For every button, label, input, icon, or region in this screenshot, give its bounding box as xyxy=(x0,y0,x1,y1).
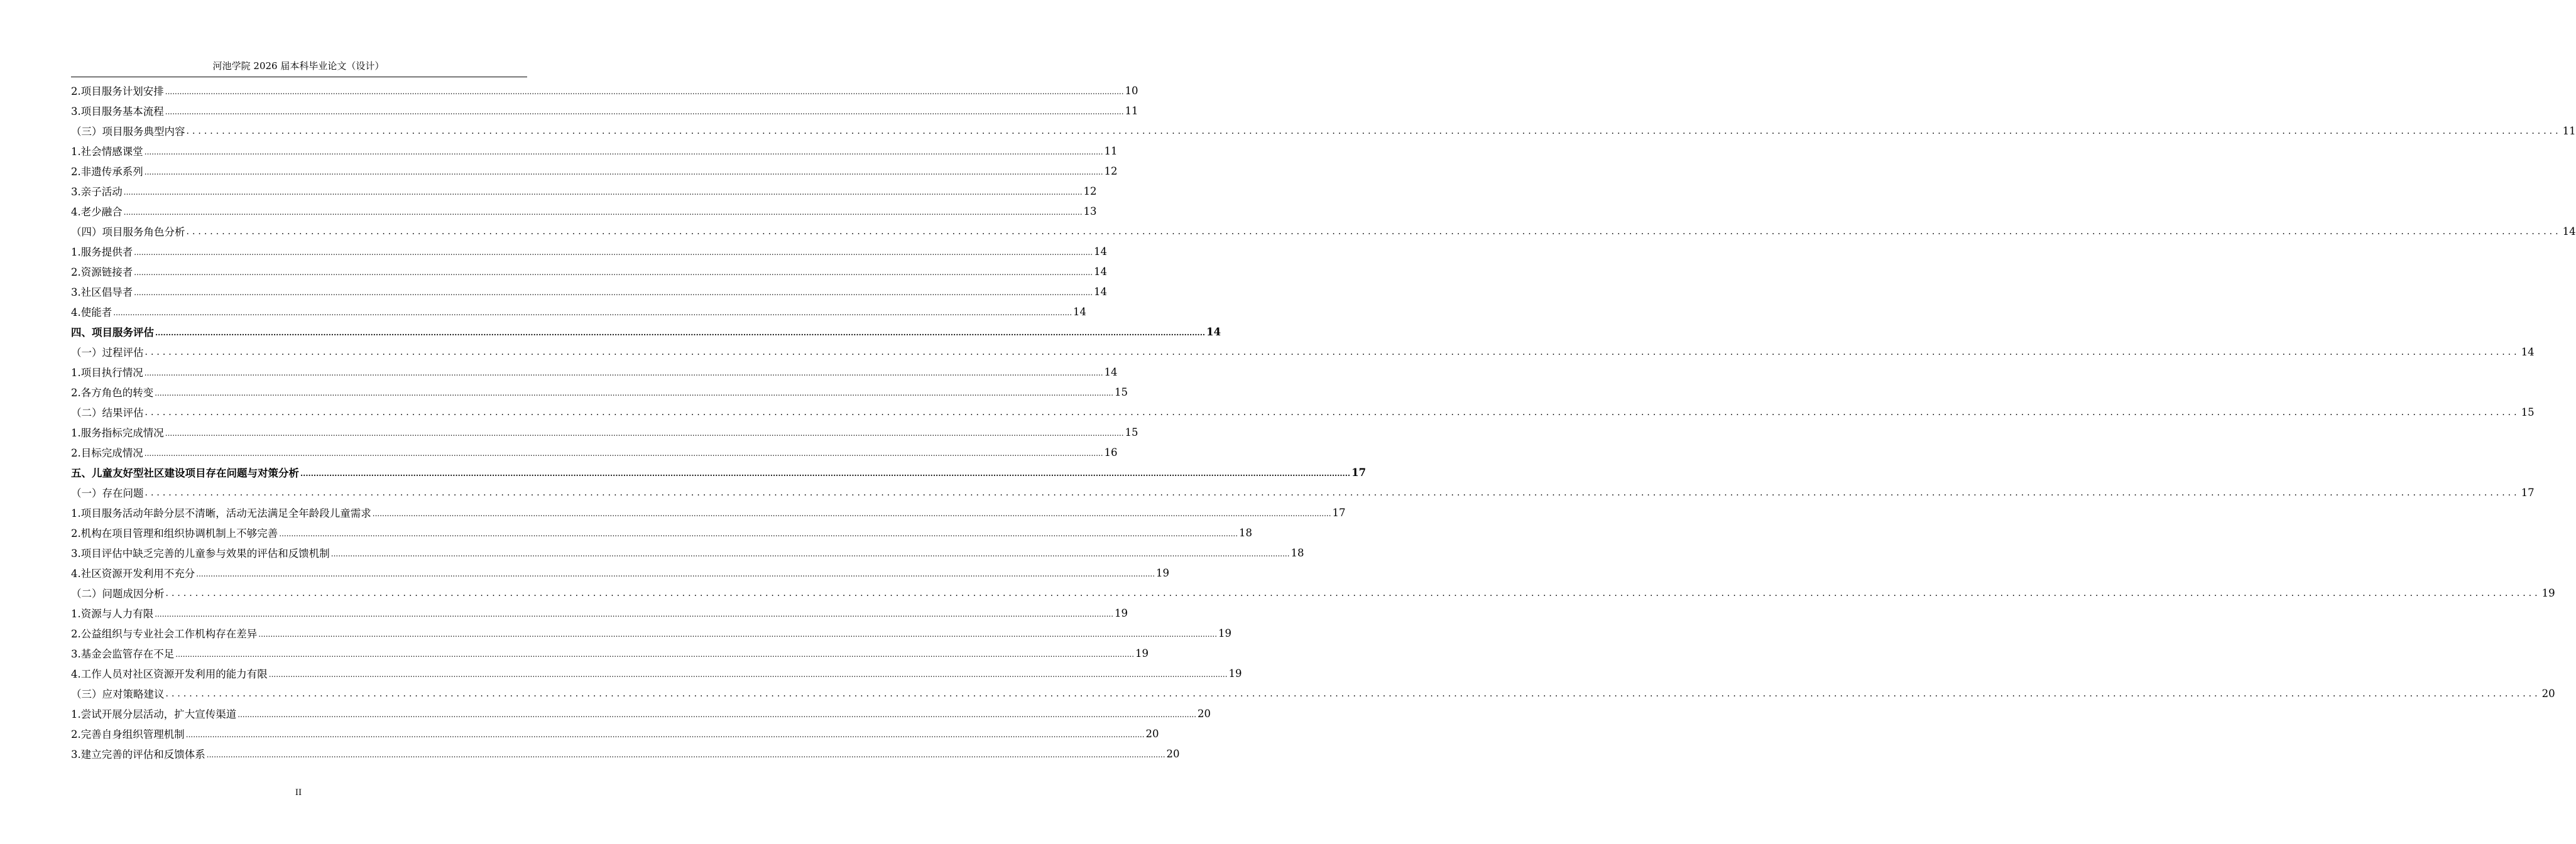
toc-entry-title: 1.项目服务活动年龄分层不清晰，活动无法满足全年龄段儿童需求 xyxy=(71,507,371,519)
toc-entry-title: 4.工作人员对社区资源开发利用的能力有限 xyxy=(71,668,268,680)
toc-item-entry[interactable] xyxy=(71,181,1097,201)
toc-entry-title: 4.社区资源开发利用不充分 xyxy=(71,568,195,580)
toc-page-number: 17 xyxy=(2521,486,2535,499)
toc-dot-leader: ................................................................................................................................................................................................................................................................................................................................................................................................................ xyxy=(113,308,1072,317)
toc-dot-leader: ................................................................................................................................................................................................................................................................................................................................................................................................................ xyxy=(300,469,1351,478)
toc-item-entry[interactable] xyxy=(71,161,1118,181)
toc-dot-leader: ................................................................................................................................................................................................................................................................................................................................................................................................................ xyxy=(330,549,1290,558)
toc-page-number: 16 xyxy=(1104,446,1118,458)
toc-page-number: 20 xyxy=(2541,687,2555,700)
toc-dot-leader: ................................................................................................................................................................................................................................................................................................................................................................................................................ xyxy=(165,429,1124,438)
toc-dot-leader: ................................................................................................................................................................................................................................................................................................................................................................................................................ xyxy=(155,610,1114,619)
toc-section-entry[interactable] xyxy=(71,402,2535,422)
toc-dot-leader: ................................................................................................................................................................................................................................................................................................................................................................................................................ xyxy=(186,126,2562,136)
toc-item-entry[interactable] xyxy=(71,563,1170,583)
toc-dot-leader: ................................................................................................................................................................................................................................................................................................................................................................................................................ xyxy=(258,630,1218,639)
toc-entry-title: 2.项目服务计划安排 xyxy=(71,85,164,97)
toc-item-entry[interactable] xyxy=(71,281,1108,301)
toc-dot-leader: ................................................................................................................................................................................................................................................................................................................................................................................................................ xyxy=(196,570,1155,578)
toc-page-number: 14 xyxy=(1094,245,1108,257)
toc-entry-title: 1.尝试开展分层活动，扩大宣传渠道 xyxy=(71,708,237,720)
toc-item-entry[interactable] xyxy=(71,703,1211,723)
toc-entry-title: （三）项目服务典型内容 xyxy=(71,126,185,138)
toc-page-number: 18 xyxy=(1239,526,1253,539)
toc-page-number: 14 xyxy=(2562,225,2576,237)
toc-dot-leader: ................................................................................................................................................................................................................................................................................................................................................................................................................ xyxy=(134,268,1093,277)
toc-page-number: 13 xyxy=(1083,205,1097,217)
toc-dot-leader: ................................................................................................................................................................................................................................................................................................................................................................................................................ xyxy=(165,107,1124,116)
toc-page-number: 15 xyxy=(1115,386,1128,398)
toc-dot-leader: ................................................................................................................................................................................................................................................................................................................................................................................................................ xyxy=(145,408,2520,418)
toc-item-entry[interactable] xyxy=(71,241,1108,261)
toc-entry-title: 1.项目执行情况 xyxy=(71,367,143,379)
toc-item-entry[interactable] xyxy=(71,543,1304,563)
toc-entry-title: 3.亲子活动 xyxy=(71,186,123,198)
toc-dot-leader: ................................................................................................................................................................................................................................................................................................................................................................................................................ xyxy=(237,710,1197,719)
toc-entry-title: （四）项目服务角色分析 xyxy=(71,226,185,238)
toc-dot-leader: ................................................................................................................................................................................................................................................................................................................................................................................................................ xyxy=(268,670,1228,679)
toc-page-number: 11 xyxy=(1104,144,1118,157)
toc-entry-title: 1.资源与人力有限 xyxy=(71,608,154,620)
toc-dot-leader: ................................................................................................................................................................................................................................................................................................................................................................................................................ xyxy=(123,188,1083,197)
toc-page-number: 20 xyxy=(1145,727,1159,740)
toc-entry-title: 2.公益组织与专业社会工作机构存在差异 xyxy=(71,628,258,640)
toc-item-entry[interactable] xyxy=(71,744,1180,764)
toc-page-number: 11 xyxy=(1125,104,1138,117)
toc-page-number: 19 xyxy=(1156,566,1170,579)
toc-item-entry[interactable] xyxy=(71,623,1232,643)
toc-entry-title: 1.服务指标完成情况 xyxy=(71,427,164,439)
toc-entry-title: （一）过程评估 xyxy=(71,347,144,359)
toc-dot-leader: ................................................................................................................................................................................................................................................................................................................................................................................................................ xyxy=(165,689,2541,699)
toc-item-entry[interactable] xyxy=(71,382,1128,402)
toc-entry-title: 3.项目服务基本流程 xyxy=(71,106,164,117)
toc-dot-leader: ................................................................................................................................................................................................................................................................................................................................................................................................................ xyxy=(134,288,1093,297)
toc-dot-leader: ................................................................................................................................................................................................................................................................................................................................................................................................................ xyxy=(145,488,2520,498)
toc-item-entry[interactable] xyxy=(71,301,1087,322)
toc-page-number: 19 xyxy=(1228,667,1242,679)
toc-page-number: 14 xyxy=(1073,305,1087,318)
toc-entry-title: 2.资源链接者 xyxy=(71,266,133,278)
toc-item-entry[interactable] xyxy=(71,522,1253,543)
toc-entry-title: 4.使能者 xyxy=(71,306,112,318)
toc-dot-leader: ................................................................................................................................................................................................................................................................................................................................................................................................................ xyxy=(145,347,2520,357)
toc-item-entry[interactable] xyxy=(71,141,1118,161)
toc-entry-title: 2.各方角色的转变 xyxy=(71,387,154,399)
toc-item-entry[interactable] xyxy=(71,723,1159,744)
toc-dot-leader: ................................................................................................................................................................................................................................................................................................................................................................................................................ xyxy=(144,449,1103,458)
toc-item-entry[interactable] xyxy=(71,442,1118,462)
toc-page-number: 19 xyxy=(1115,607,1128,619)
toc-dot-leader: ................................................................................................................................................................................................................................................................................................................................................................................................................ xyxy=(155,328,1206,337)
toc-page-number: 12 xyxy=(1083,185,1097,197)
toc-entry-title: 4.老少融合 xyxy=(71,206,123,218)
toc-entry-title: 2.非遗传承系列 xyxy=(71,166,143,178)
toc-page-number: 20 xyxy=(1198,707,1211,720)
page-header: 河池学院 2026 届本科毕业论文（设计） xyxy=(212,60,385,72)
toc-page-number: 15 xyxy=(2521,406,2535,418)
toc-entry-title: （二）结果评估 xyxy=(71,407,144,419)
toc-entry-title: 3.社区倡导者 xyxy=(71,286,133,298)
toc-page-number: 14 xyxy=(2521,345,2535,358)
toc-section-entry[interactable] xyxy=(71,121,2576,141)
toc-entry-title: 3.项目评估中缺乏完善的儿童参与效果的评估和反馈机制 xyxy=(71,548,330,560)
toc-entry-title: （三）应对策略建议 xyxy=(71,688,165,700)
toc-page-number: 19 xyxy=(1218,627,1232,639)
toc-dot-leader: ................................................................................................................................................................................................................................................................................................................................................................................................................ xyxy=(165,87,1124,96)
toc-page-number: 18 xyxy=(1291,546,1304,559)
toc-dot-leader: ................................................................................................................................................................................................................................................................................................................................................................................................................ xyxy=(279,529,1238,538)
toc-section-entry[interactable] xyxy=(71,482,2535,502)
toc-item-entry[interactable] xyxy=(71,261,1108,281)
toc-dot-leader: ................................................................................................................................................................................................................................................................................................................................................................................................................ xyxy=(165,588,2541,598)
toc-dot-leader: ................................................................................................................................................................................................................................................................................................................................................................................................................ xyxy=(144,369,1103,377)
toc-dot-leader: ................................................................................................................................................................................................................................................................................................................................................................................................................ xyxy=(123,208,1083,217)
toc-item-entry[interactable] xyxy=(71,603,1128,623)
toc-item-entry[interactable] xyxy=(71,502,1346,522)
toc-item-entry[interactable] xyxy=(71,643,1149,663)
toc-entry-title: 2.完善自身组织管理机制 xyxy=(71,728,185,740)
toc-entry-title: 1.社会情感课堂 xyxy=(71,146,143,158)
toc-chapter-entry[interactable] xyxy=(71,462,1367,482)
toc-item-entry[interactable] xyxy=(71,663,1242,683)
toc-item-entry[interactable] xyxy=(71,80,1138,100)
toc-section-entry[interactable] xyxy=(71,583,2555,603)
toc-chapter-entry[interactable] xyxy=(71,322,1221,342)
toc-page-number: 14 xyxy=(1094,285,1108,298)
toc-entry-title: 2.目标完成情况 xyxy=(71,447,143,459)
toc-page-number: 11 xyxy=(2562,124,2576,137)
toc-page-number: 14 xyxy=(1094,265,1108,278)
toc-entry-title: （一）存在问题 xyxy=(71,487,144,499)
toc-entry-title: 3.建立完善的评估和反馈体系 xyxy=(71,749,205,760)
toc-entry-title: 五、儿童友好型社区建设项目存在问题与对策分析 xyxy=(71,467,299,479)
toc-item-entry[interactable] xyxy=(71,422,1138,442)
toc-item-entry[interactable] xyxy=(71,201,1097,221)
toc-page-number: 20 xyxy=(1166,747,1180,760)
toc-page-number: 10 xyxy=(1125,84,1138,97)
toc-section-entry[interactable] xyxy=(71,683,2555,703)
toc-entry-title: 2.机构在项目管理和组织协调机制上不够完善 xyxy=(71,528,278,539)
page-number: II xyxy=(295,788,302,798)
toc-dot-leader: ................................................................................................................................................................................................................................................................................................................................................................................................................ xyxy=(206,750,1165,759)
toc-section-entry[interactable] xyxy=(71,221,2576,241)
toc-dot-leader: ................................................................................................................................................................................................................................................................................................................................................................................................................ xyxy=(186,227,2562,237)
toc-page-number: 19 xyxy=(2541,587,2555,599)
toc-dot-leader: ................................................................................................................................................................................................................................................................................................................................................................................................................ xyxy=(372,509,1331,518)
toc-entry-title: 1.服务提供者 xyxy=(71,246,133,258)
toc-page-number: 17 xyxy=(1351,466,1367,479)
toc-entry-title: 3.基金会监管存在不足 xyxy=(71,648,175,660)
toc-dot-leader: ................................................................................................................................................................................................................................................................................................................................................................................................................ xyxy=(155,389,1114,398)
toc-page-number: 14 xyxy=(1104,365,1118,378)
toc-dot-leader: ................................................................................................................................................................................................................................................................................................................................................................................................................ xyxy=(144,168,1103,176)
toc-entry-title: 四、项目服务评估 xyxy=(71,327,154,338)
toc-page-number: 17 xyxy=(1332,506,1346,519)
toc-page-number: 15 xyxy=(1125,426,1138,438)
toc-page-number: 12 xyxy=(1104,165,1118,177)
toc-dot-leader: ................................................................................................................................................................................................................................................................................................................................................................................................................ xyxy=(144,148,1103,156)
toc-section-entry[interactable] xyxy=(71,342,2535,362)
table-of-contents xyxy=(71,80,2576,764)
toc-page-number: 14 xyxy=(1206,325,1221,338)
toc-dot-leader: ................................................................................................................................................................................................................................................................................................................................................................................................................ xyxy=(134,248,1093,257)
toc-page-number: 19 xyxy=(1135,647,1149,659)
toc-item-entry[interactable] xyxy=(71,100,1138,121)
toc-item-entry[interactable] xyxy=(71,362,1118,382)
toc-dot-leader: ................................................................................................................................................................................................................................................................................................................................................................................................................ xyxy=(185,730,1145,739)
toc-entry-title: （二）问题成因分析 xyxy=(71,588,165,600)
toc-dot-leader: ................................................................................................................................................................................................................................................................................................................................................................................................................ xyxy=(175,650,1135,659)
